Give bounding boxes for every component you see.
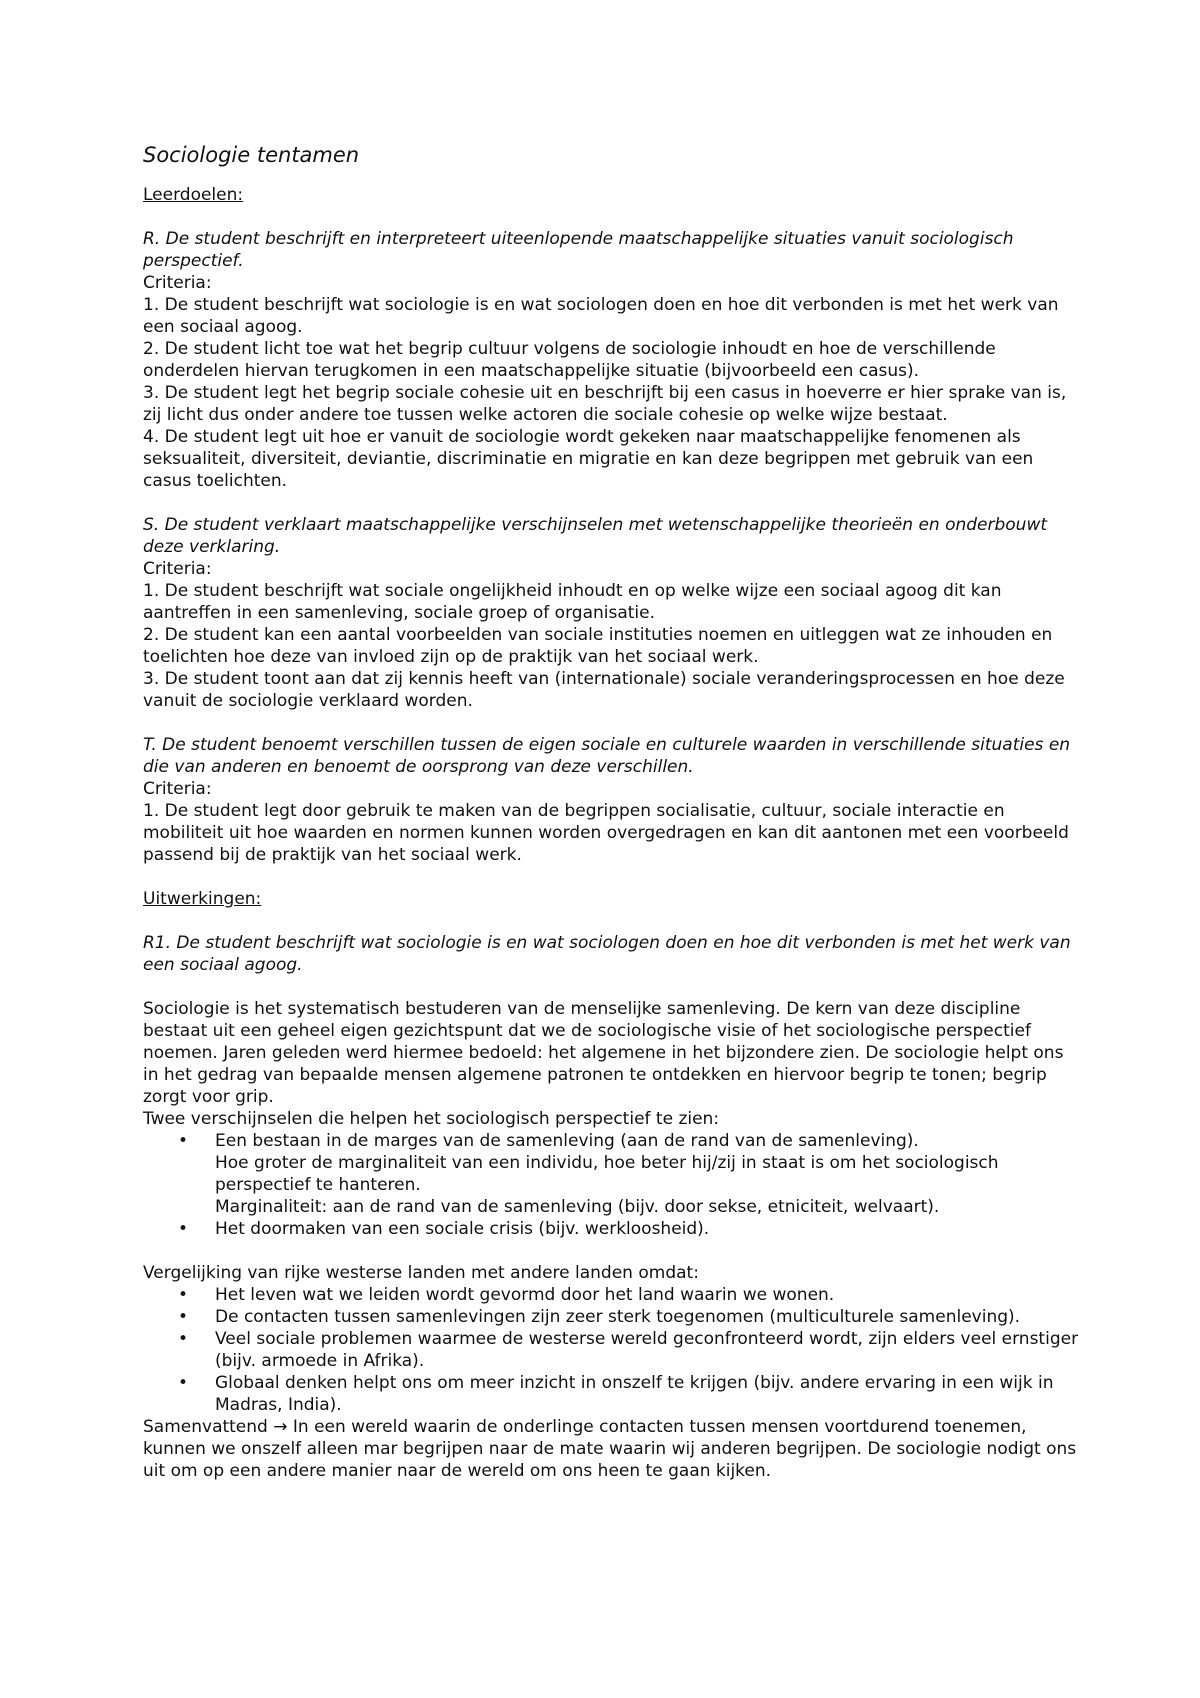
list-item-line: Een bestaan in de marges van de samenleving (aan de rand van de samenleving).	[215, 1131, 919, 1151]
goal-statement-r: R. De student beschrijft en interpreteert uiteenlopende maatschappelijke situaties vanuit sociologisch perspectief.	[143, 229, 1014, 271]
bullet-icon: •	[178, 1131, 189, 1151]
list-item	[178, 1372, 1083, 1416]
criteria-label: Criteria:	[143, 273, 212, 293]
list-item-line: Marginaliteit: aan de rand van de samenleving (bijv. door sekse, etniciteit, welvaart).	[215, 1197, 940, 1217]
list-item	[178, 1284, 1083, 1306]
criterion-item: 1. De student beschrijft wat sociologie is en wat sociologen doen en hoe dit verbonden is met het werk van een sociaal agoog.	[143, 295, 1059, 337]
criterion-item: 2. De student licht toe wat het begrip cultuur volgens de sociologie inhoudt en hoe de verschillende onderdelen hiervan terugkomen in een maatschappelijke situatie (bijvoorbeeld een casus).	[143, 339, 996, 381]
bullet-icon: •	[178, 1219, 189, 1239]
comparison-intro: Vergelijking van rijke westerse landen met andere landen omdat:	[143, 1263, 699, 1283]
list-item-line: Hoe groter de marginaliteit van een individu, hoe beter hij/zij in staat is om het sociologisch perspectief te hanteren.	[215, 1153, 999, 1195]
uitwerkingen-heading: Uitwerkingen:	[143, 889, 262, 909]
leerdoelen-heading: Leerdoelen:	[143, 185, 244, 205]
document-title: Sociologie tentamen	[143, 143, 360, 167]
criteria-label: Criteria:	[143, 779, 212, 799]
list-item-text: De contacten tussen samenlevingen zijn zeer sterk toegenomen (multiculturele samenleving).	[215, 1307, 1021, 1327]
list-item-text: Globaal denken helpt ons om meer inzicht in onszelf te krijgen (bijv. andere ervaring in een wijk in Madras, India).	[215, 1373, 1054, 1415]
criterion-item: 1. De student legt door gebruik te maken van de begrippen socialisatie, cultuur, sociale interactie en mobiliteit uit hoe waarden en normen kunnen worden overgedragen en kan dit aantonen met een voorbeeld passend bij de praktijk van het sociaal werk.	[143, 801, 1069, 865]
criterion-item: 4. De student legt uit hoe er vanuit de sociologie wordt gekeken naar maatschappelijke fenomenen als seksualiteit, diversiteit, deviantie, discriminatie en migratie en kan deze begrippen met gebruik van een casus toelichten.	[143, 427, 1034, 491]
document-page	[143, 140, 1083, 1482]
criteria-label: Criteria:	[143, 559, 212, 579]
r1-paragraph: Sociologie is het systematisch bestuderen van de menselijke samenleving. De kern van deze discipline bestaat uit een geheel eigen gezichtspunt dat we de sociologische visie of het sociologische perspectief noemen. Jaren geleden werd hiermee bedoeld: het algemene in het bijzondere zien. De sociologie helpt ons in het gedrag van bepaalde mensen algemene patronen te ontdekken en hiervoor begrip te tonen; begrip zorgt voor grip.	[143, 999, 1064, 1107]
goal-statement-t: T. De student benoemt verschillen tussen de eigen sociale en culturele waarden in verschillende situaties en die van anderen en benoemt de oorsprong van deze verschillen.	[143, 735, 1071, 777]
criterion-item: 3. De student legt het begrip sociale cohesie uit en beschrijft bij een casus in hoeverre er hier sprake van is, zij licht dus onder andere toe tussen welke actoren die sociale cohesie op welke wijze bestaat.	[143, 383, 1067, 425]
list-item	[178, 1130, 1083, 1218]
list-item	[178, 1218, 1083, 1240]
list-item-line: Het doormaken van een sociale crisis (bijv. werkloosheid).	[215, 1219, 710, 1239]
criterion-item: 3. De student toont aan dat zij kennis heeft van (internationale) sociale veranderingsprocessen en hoe deze vanuit de sociologie verklaard worden.	[143, 669, 1065, 711]
r1-heading: R1. De student beschrijft wat sociologie is en wat sociologen doen en hoe dit verbonden is met het werk van een sociaal agoog.	[143, 933, 1071, 975]
criterion-item: 1. De student beschrijft wat sociale ongelijkheid inhoudt en op welke wijze een sociaal agoog dit kan aantreffen in een samenleving, sociale groep of organisatie.	[143, 581, 1002, 623]
list-item	[178, 1306, 1083, 1328]
summary-paragraph: Samenvattend → In een wereld waarin de onderlinge contacten tussen mensen voortdurend toenemen, kunnen we onszelf alleen mar begrijpen naar de mate waarin wij anderen begrijpen. De sociologie nodigt ons uit om op een andere manier naar de wereld om ons heen te gaan kijken.	[143, 1417, 1077, 1481]
criterion-item: 2. De student kan een aantal voorbeelden van sociale instituties noemen en uitleggen wat ze inhouden en toelichten hoe deze van invloed zijn op de praktijk van het sociaal werk.	[143, 625, 1053, 667]
phenomena-list	[143, 1130, 1083, 1240]
list-item	[178, 1328, 1083, 1372]
bullet-icon: •	[178, 1285, 189, 1305]
phenomena-intro: Twee verschijnselen die helpen het sociologisch perspectief te zien:	[143, 1109, 720, 1129]
list-item-text: Het leven wat we leiden wordt gevormd door het land waarin we wonen.	[215, 1285, 835, 1305]
bullet-icon: •	[178, 1373, 189, 1393]
list-item-text: Veel sociale problemen waarmee de westerse wereld geconfronteerd wordt, zijn elders veel ernstiger (bijv. armoede in Afrika).	[215, 1329, 1079, 1371]
bullet-icon: •	[178, 1307, 189, 1327]
bullet-icon: •	[178, 1329, 189, 1349]
comparison-list	[143, 1284, 1083, 1416]
goal-statement-s: S. De student verklaart maatschappelijke verschijnselen met wetenschappelijke theorieën en onderbouwt deze verklaring.	[143, 515, 1048, 557]
